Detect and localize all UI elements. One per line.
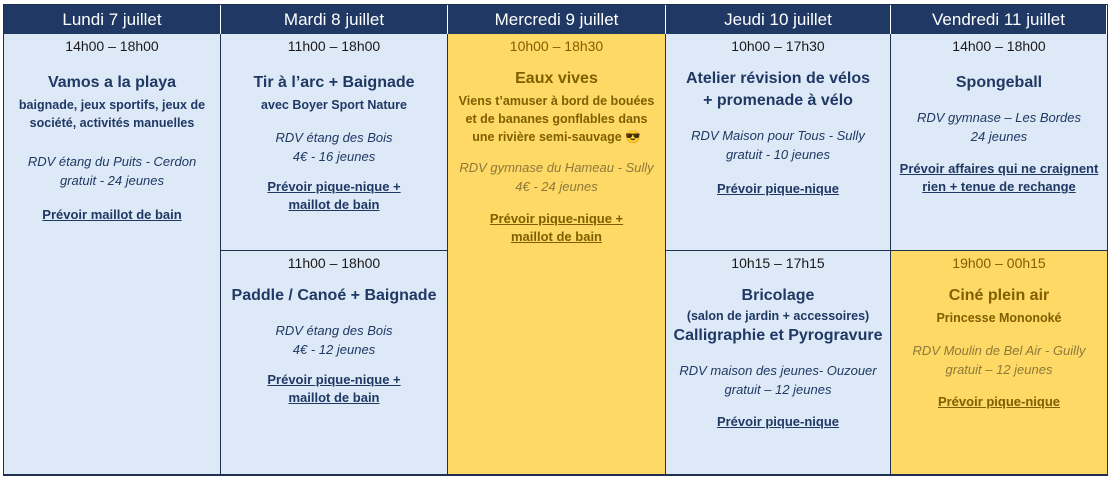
activity-time: 14h00 – 18h00 [952,38,1046,54]
activity-location: RDV Maison pour Tous - Sully gratuit - 10 jeunes [691,128,865,162]
activity-cell-lundi [4,34,221,475]
activity-time: 11h00 – 18h00 [287,38,381,54]
activity-time: 10h00 – 18h30 [509,38,604,54]
day-header-mercredi: Mercredi 9 juillet [448,5,666,34]
activity-cell-vendredi-1 [891,34,1107,251]
activity-note: Prévoir pique-nique [716,414,840,429]
activity-location: RDV maison des jeunes- Ouzouer gratuit – 12 jeunes [679,363,877,397]
activity-time: 10h00 – 17h30 [731,38,825,54]
activity-location: RDV étang des Bois 4€ - 16 jeunes [275,130,393,164]
activity-location: RDV gymnase – Les Bordes 24 jeunes [916,110,1082,144]
day-header-vendredi: Vendredi 11 juillet [891,5,1107,34]
activity-cell-jeudi-1 [666,34,891,251]
activity-title: Vamos a la playa [47,74,177,91]
activity-cell-jeudi-2 [666,251,891,475]
activity-time: 19h00 – 00h15 [952,255,1046,271]
activity-time: 14h00 – 18h00 [65,38,159,54]
activity-description: (salon de jardin + accessoires) [686,309,870,323]
activity-note: Prévoir pique-nique + maillot de bain [267,179,401,212]
activity-location: RDV Moulin de Bel Air - Guilly gratuit – 12 jeunes [912,343,1086,377]
day-header-jeudi: Jeudi 10 juillet [666,5,891,34]
activity-title: Ciné plein air [948,287,1050,304]
activity-description: Viens t’amuser à bord de bouées et de bananes gonflables dans une rivière semi-sauvage 😎 [458,94,655,144]
activity-title: Eaux vives [515,70,598,87]
activity-title: Spongeball [955,74,1043,91]
activity-note: Prévoir pique-nique [716,181,840,196]
activity-cell-mardi-2 [221,251,448,475]
activity-note: Prévoir pique-nique [937,394,1061,409]
activity-location: RDV étang du Puits - Cerdon gratuit - 24 jeunes [27,154,197,188]
activity-cell-vendredi-2 [891,251,1107,475]
activity-title: Tir à l’arc + Baignade [253,74,415,91]
day-header-lundi: Lundi 7 juillet [4,5,221,34]
activity-title: Atelier révision de vélos + promenade à vélo [685,70,871,109]
activity-cell-mercredi [448,34,666,475]
activity-title: Paddle / Canoé + Baignade [231,287,437,304]
activity-title: Bricolage [741,287,815,304]
activity-note: Prévoir affaires qui ne craignent rien + tenue de rechange [899,161,1099,194]
schedule-table [3,4,1108,476]
day-header-mardi: Mardi 8 juillet [221,5,448,34]
activity-location: RDV gymnase du Hameau - Sully 4€ - 24 jeunes [459,160,654,194]
activity-note: Prévoir pique-nique + maillot de bain [267,372,401,405]
activity-time: 10h15 – 17h15 [731,255,825,271]
activity-note: Prévoir maillot de bain [42,207,182,222]
activity-cell-mardi-1 [221,34,448,251]
activity-location: RDV étang des Bois 4€ - 12 jeunes [275,323,393,357]
activity-note: Prévoir pique-nique + maillot de bain [489,211,624,244]
activity-description: baignade, jeux sportifs, jeux de société, activités manuelles [18,98,206,130]
activity-description: Princesse Mononoké [936,311,1062,325]
activity-time: 11h00 – 18h00 [287,255,381,271]
activity-description: avec Boyer Sport Nature [261,98,407,112]
activity-title-2: Calligraphie et Pyrogravure [673,327,883,344]
